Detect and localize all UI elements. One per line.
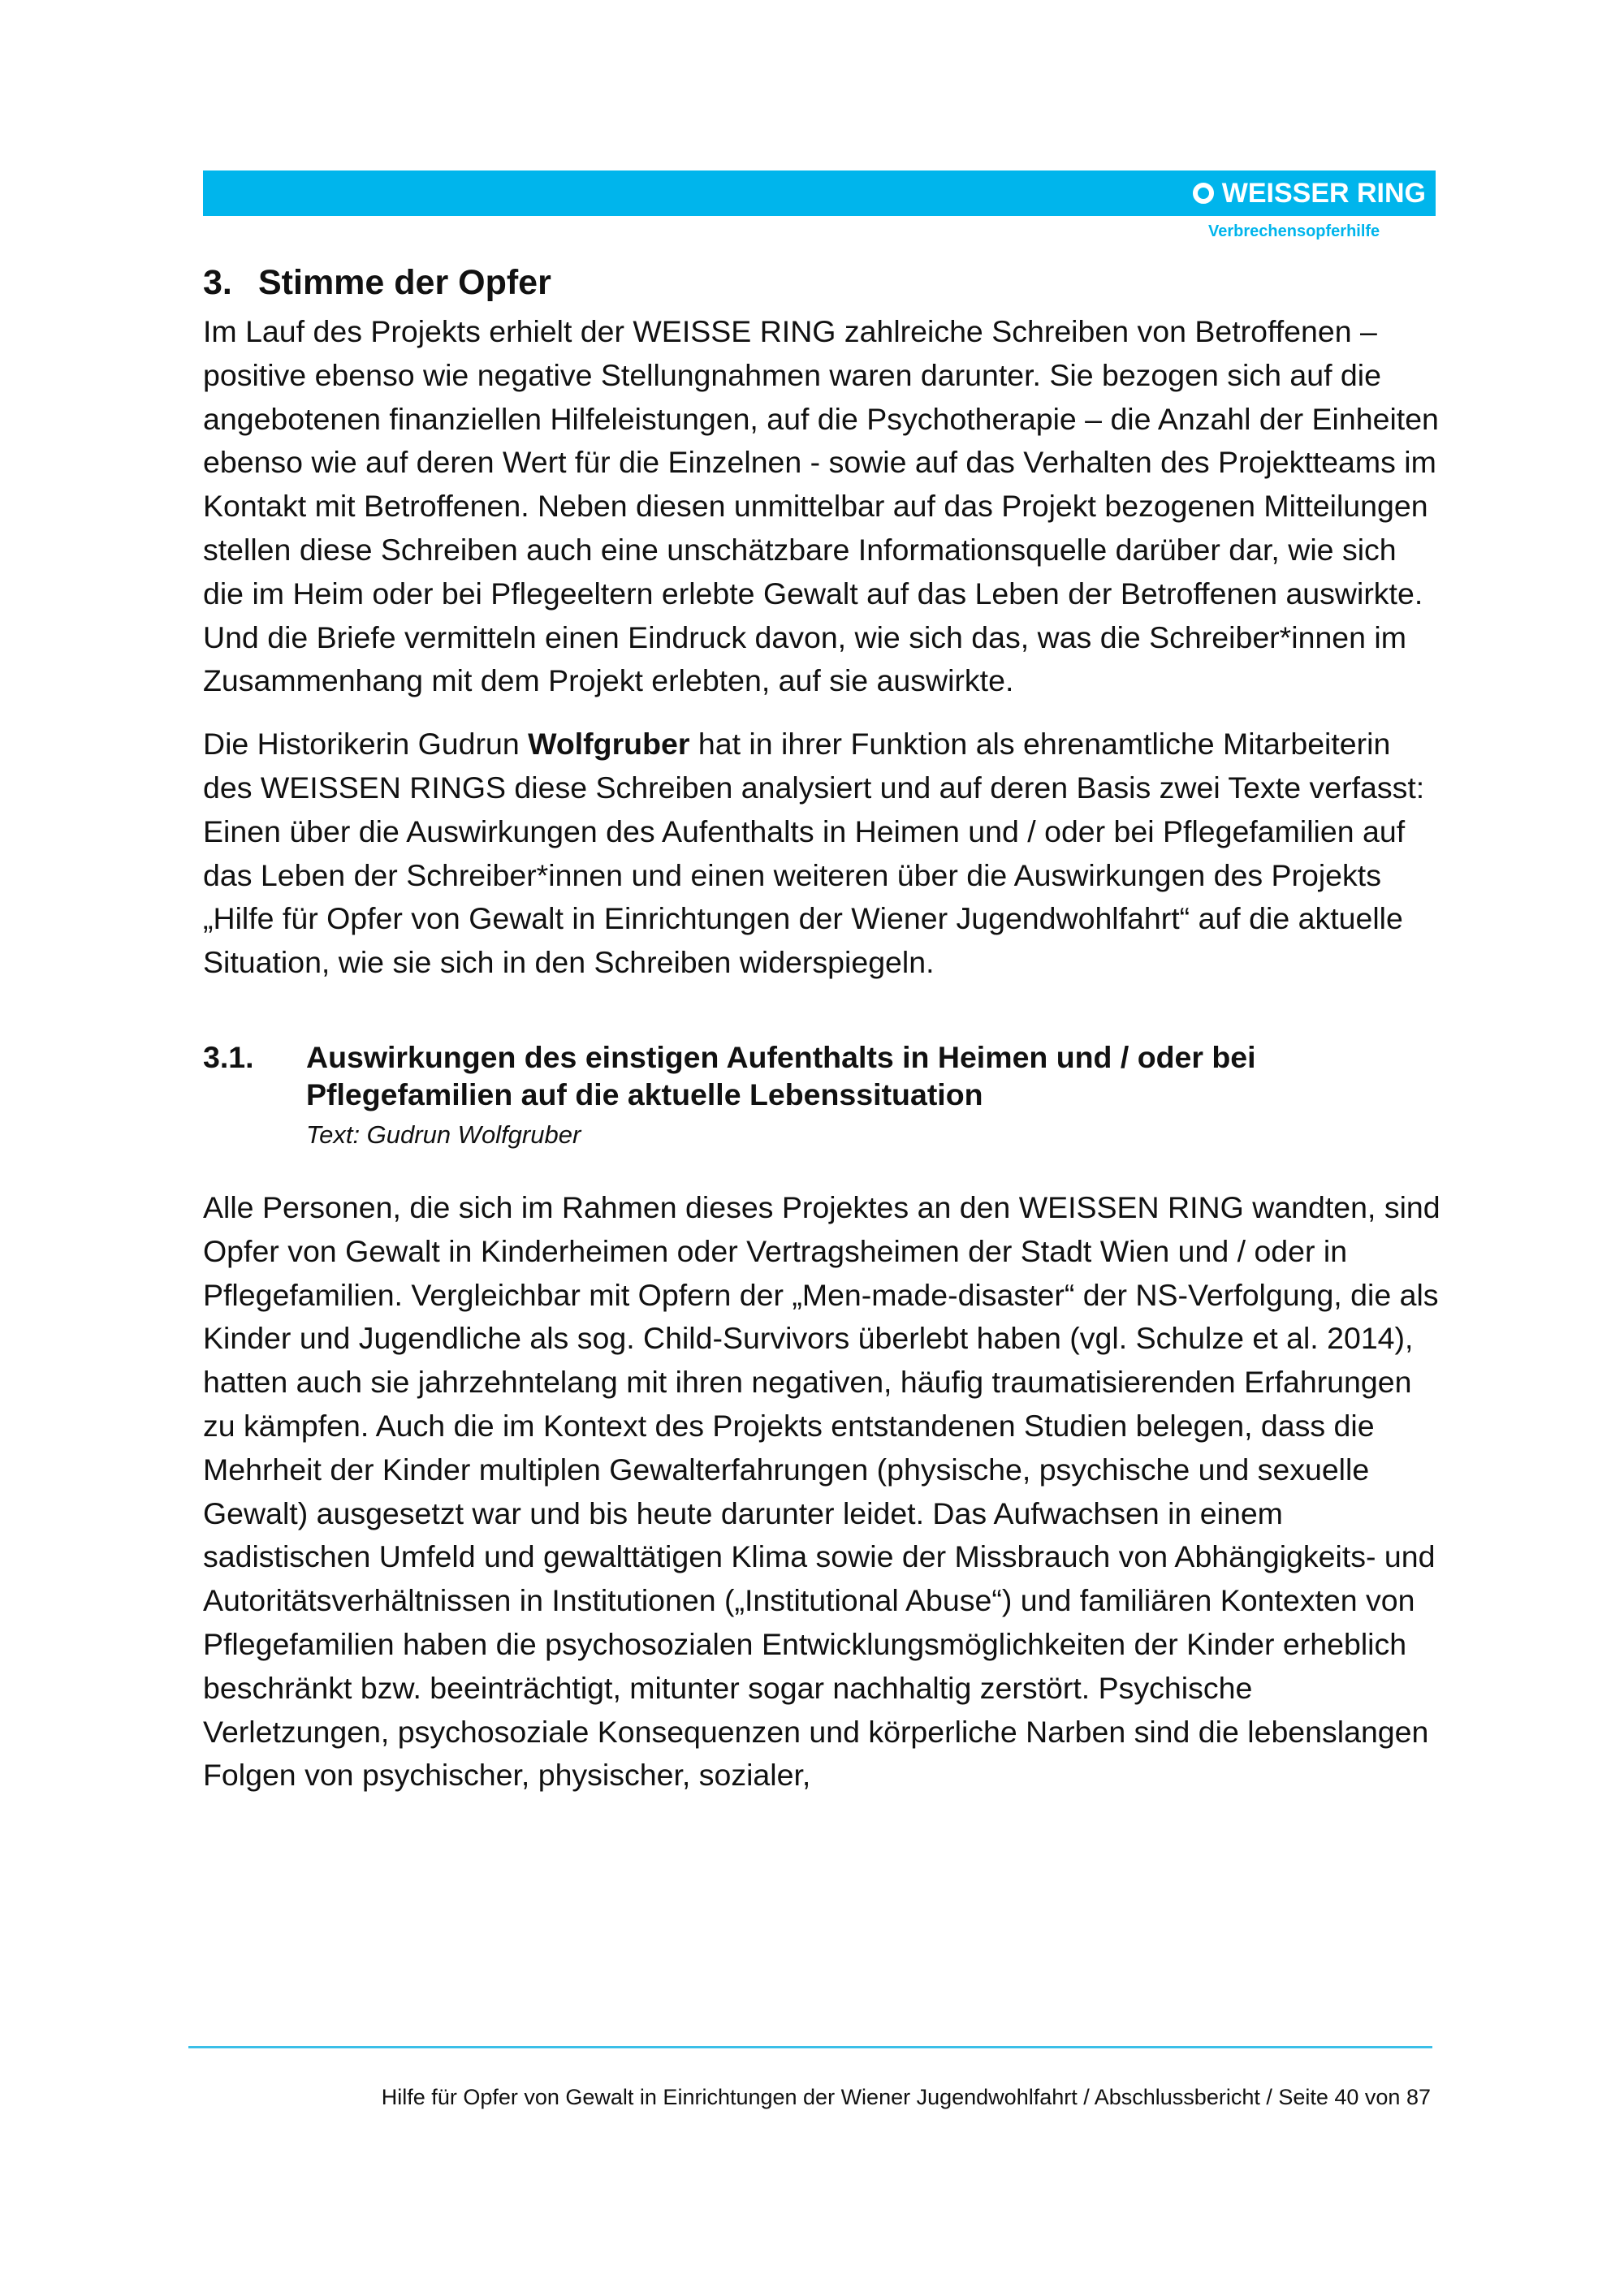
section-heading xyxy=(203,258,1445,307)
ring-icon xyxy=(1193,183,1214,204)
author-credit: Text: Gudrun Wolfgruber xyxy=(306,1120,581,1149)
page-content xyxy=(203,258,1445,1798)
author-name: Wolfgruber xyxy=(528,727,690,762)
subsection-number: 3.1. xyxy=(203,1039,254,1074)
paragraph xyxy=(203,723,1445,985)
subsection-title: Auswirkungen des einstigen Aufenthalts in Heimen und / oder bei Pflegefamilien auf die aktuelle Lebenssituation xyxy=(306,1039,1256,1111)
text-run: Die Historikerin Gudrun xyxy=(203,727,529,762)
logo xyxy=(1193,170,1426,216)
text-run: hat in ihrer Funktion als ehrenamtliche Mitarbeiterin des WEISSEN RINGS diese Schreiben analysiert und auf deren Basis zwei Texte verfasst: Einen über die Auswirkungen des Aufenthalts in Heimen und / oder bei Pflegefamilien auf das Leben der Schreiber*innen und einen weiteren über die Auswirkungen des Projekts „Hilfe für Opfer von Gewalt in Einrichtungen der Wiener Jugendwohlfahrt“ auf die aktuelle Situation, wie sie sich in den Schreiben widerspiegeln. xyxy=(203,727,1425,980)
section-number: 3. xyxy=(203,263,232,302)
paragraph: Im Lauf des Projekts erhielt der WEISSE RING zahlreiche Schreiben von Betroffenen – positive ebenso wie negative Stellungnahmen waren darunter. Sie bezogen sich auf die angebotenen finanziellen Hilfeleistungen, auf die Psychotherapie – die Anzahl der Einheiten ebenso wie auf deren Wert für die Einzelnen - sowie auf das Verhalten des Projektteams im Kontakt mit Betroffenen. Neben diesen unmittelbar auf das Projekt bezogenen Mitteilungen stellen diese Schreiben auch eine unschätzbare Informationsquelle darüber dar, wie sich die im Heim oder bei Pflegeeltern erlebte Gewalt auf das Leben der Betroffenen auswirkte. Und die Briefe vermitteln einen Eindruck davon, wie sich das, was die Schreiber*innen im Zusammenhang mit dem Projekt erlebten, auf sie auswirkte. xyxy=(203,314,1439,698)
footer-text: Hilfe für Opfer von Gewalt in Einrichtungen der Wiener Jugendwohlfahrt / Abschlussbericht / Seite 40 von 87 xyxy=(381,2085,1431,2109)
logo-subtitle: Verbrechensopferhilfe xyxy=(1208,222,1380,240)
subsection-heading xyxy=(203,1038,1445,1113)
logo-text: WEISSER RING xyxy=(1221,177,1426,209)
section-title: Stimme der Opfer xyxy=(258,263,551,302)
paragraph: Alle Personen, die sich im Rahmen dieses Projektes an den WEISSEN RING wandten, sind Opfer von Gewalt in Kinderheimen oder Vertragsheimen der Stadt Wien und / oder in Pflegefamilien. Vergleichbar mit Opfern der „Men-made-disaster“ der NS-Verfolgung, die als Kinder und Jugendliche als sog. Child-Survivors überlebt haben (vgl. Schulze et al. 2014), hatten auch sie jahrzehntelang mit ihren negativen, häufig traumatisierenden Erfahrungen zu kämpfen. Auch die im Kontext des Projekts entstandenen Studien belegen, dass die Mehrheit der Kinder multiplen Gewalterfahrungen (physische, psychische und sexuelle Gewalt) ausgesetzt war und bis heute darunter leidet. Das Aufwachsen in einem sadistischen Umfeld und gewalttätigen Klima sowie der Missbrauch von Abhängigkeits- und Autoritätsverhältnissen in Institutionen („Institutional Abuse“) und familiären Kontexten von Pflegefamilien haben die psychosozialen Entwicklungsmöglichkeiten der Kinder erheblich beschränkt bzw. beeinträchtigt, mitunter sogar nachhaltig zerstört. Psychische Verletzungen, psychosoziale Konsequenzen und körperliche Narben sind die lebenslangen Folgen von psychischer, physischer, sozialer, xyxy=(203,1189,1440,1793)
footer-divider xyxy=(188,2046,1432,2048)
header-bar xyxy=(203,170,1436,216)
